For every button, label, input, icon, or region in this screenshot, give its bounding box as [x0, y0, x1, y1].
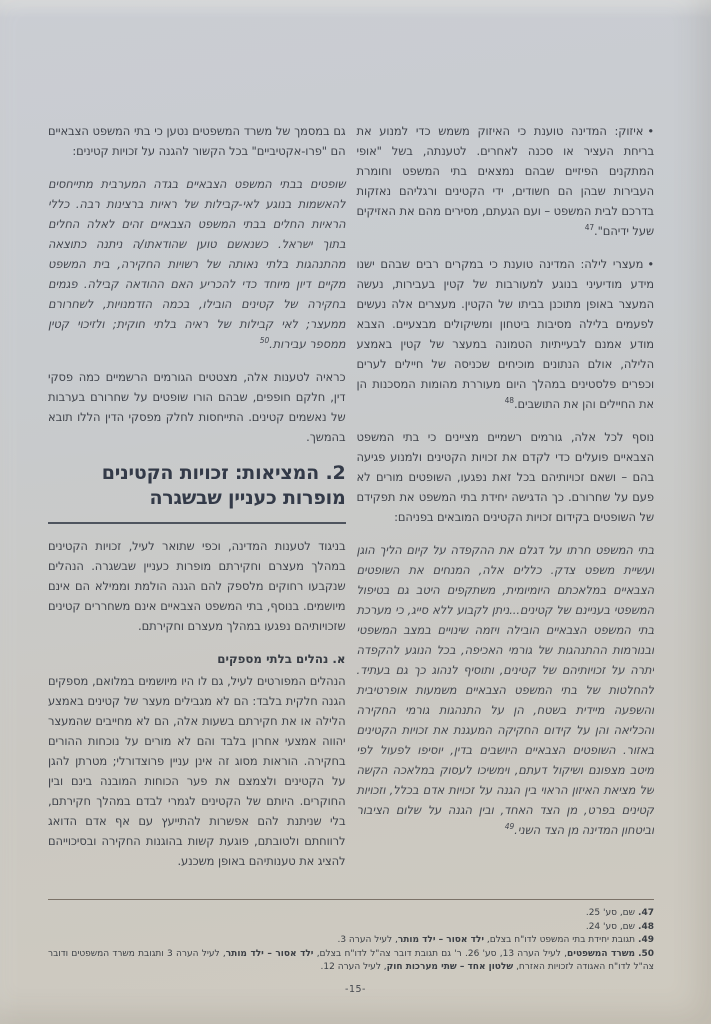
bullet-paragraph-shackling-text: איזוק: המדינה טוענת כי האיזוק משמש כדי למנוע את בריחת העציר או סכנה לאחרים. לטענתה, בשל "אופי המתקנים הפיזיים שבהם נמצאים בתי המשפט וחומרת העבירות שבהן הם חשודים, ידי הקטינים ורגליהם נאזקות בדרכם לבית המשפט – ועם הגעתם, מסירים מהם את האזיקים שעל ידיהם". [356, 124, 654, 238]
footnote-ref-49: 49 [504, 822, 515, 832]
footnote-separator-line [48, 899, 654, 900]
block-quote-justice-ministry-text: שופטים בבתי המשפט הצבאיים בגדה המערבית מתייחסים להאשמות בנוגע לאי-קבילות של ראיות ברצינות רבה. כללי הראיות החלים בבתי המשפט הצבאיים זהים לאלה החלים בתוך ישראל. כשנאשם טוען שהודאתו/ה ניתנה כתוצאה מהתנהגות בלתי נאותה של רשויות החקירה, בית המשפט מקיים דיון מיוחד כדי להכריע האם ההודאה קבילה. פגמים בחקירה של קטינים הובילו, בכמה הזדמנויות, לשחרורם ממעצר; לאי קבילות של ראיה בלתי חוקית; ולזיכוי קטין ממספר עבירות. [48, 177, 346, 351]
footnote-49-text: תגובת יחידת בתי המשפט לדו"ח בצלם, [484, 935, 636, 945]
paragraph-contrast: בניגוד לטענות המדינה, וכפי שתואר לעיל, זכויות הקטינים במהלך מעצרם וחקירתם מופרות כעניין שבשגרה. הנהלים שנקבעו רחוקים מלספק להם הגנה הולמת וממילא הם אינם מיושמים. בנוסף, בתי המשפט הצבאיים אינם משחררים קטינים שזכויותיהם נפגעו במהלך מעצרם וחקירתם. [48, 539, 346, 633]
footnotes-section [48, 899, 654, 975]
footnote-47-number: 47. [638, 908, 654, 918]
footnote-50-text-b: , לעיל הערה 3 ותגובת משרד המשפטים ודובר צה"ל לדו"ח האגודה לזכויות האזרח, [48, 948, 654, 972]
footnote-47 [48, 907, 654, 921]
bullet-paragraph-night-arrests [357, 254, 655, 414]
paragraph-intro: גם במסמך של משרד המשפטים נטען כי בתי המשפט הצבאיים הם "פרו-אקטיביים" בכל הקשור להגנה על זכויות קטינים: [48, 124, 346, 158]
section-heading: 2. המציאות: זכויות הקטינים מופרות כעניין שבשגרה [48, 461, 346, 524]
block-quote-courts-unit [357, 540, 655, 840]
block-quote-justice-ministry [48, 174, 346, 354]
footnote-ref-50: 50 [259, 336, 270, 346]
footnote-49 [48, 934, 654, 948]
sub-heading-insufficient-procedures: א. נהלים בלתי מספקים [217, 652, 346, 666]
page-content [48, 121, 654, 893]
footnote-50-title-a: ילד אסור – ילד מותר [225, 948, 314, 959]
page-number: -15- [345, 984, 366, 995]
footnote-48-number: 48. [638, 921, 654, 932]
bullet-icon: • [647, 257, 654, 271]
footnote-50 [48, 948, 654, 975]
footnote-ref-47: 47 [584, 223, 595, 233]
column-right [357, 121, 655, 893]
bullet-paragraph-night-arrests-text: מעצרי לילה: המדינה טוענת כי במקרים רבים שבהם ישנו מידע מודיעיני בנוגע למעורבות של קטין בעבירות, נעשה המעצר באופן מתוכנן בביתו של הקטין. מעצרים אלה נעשים לפעמים בלילה מסיבות ביטחון ומשיקולים מבצעיים. הצבא מודע אמנם לבעייתיות הטמונה במעצר של קטין באמצע הלילה, אולם הנתונים מוכיחים שכניסה של חיילים לערים וכפרים פלסטינים במהלך היום מעוררת מהומות המסכנות הן את החיילים והן את התושבים. [356, 257, 654, 411]
footnote-50-tail: , לעיל הערה 12. [320, 962, 387, 972]
block-quote-courts-unit-text: בתי המשפט חרתו על דגלם את ההקפדה על קיום הליך הוגן ועשיית משפט צדק. כללים אלה, המנחים את השופטים הצבאיים במלאכתם היומיומית, משתקפים היטב גם בטיפול המשפטי בעניינם של קטינים...ניתן לקבוע ללא סייג, כי מערכת בתי המשפט הצבאיים הובילה ויזמה שינויים במצב המשפטי ובנורמות ההתנהגות של גורמי האכיפה, בכל הנוגע להקפדה יתרה על זכויותיהם של קטינים, ותוסיף לנהוג כך גם בעתיד. להחלטות של בתי המשפט הצבאיים משמעות אופרטיבית והשפעה מיידית בשטח, הן על התנהגות גורמי החקירה והכליאה והן על קידום החקיקה המעגנת את זכויות הקטינים באזור. השופטים הצבאיים היושבים בדין, יוסיפו לפעול לפי מיטב מצפונם ושיקול דעתם, וימשיכו לעסוק במלאכה הקשה של מציאת האיזון הראוי בין הגנה על זכויות אדם בכלל, וזכויות קטינים בפרט, מן הצד האחד, ובין הגנה על שלום הציבור וביטחון המדינה מן הצד השני. [356, 543, 654, 837]
footnote-49-tail: , לעיל הערה 3. [337, 935, 398, 945]
bullet-icon: • [647, 124, 654, 138]
column-left [48, 121, 346, 893]
footnote-50-source: משרד המשפטים [567, 948, 636, 959]
footnote-50-text-a: , לעיל הערה 13, סע' 26. ר' גם תגובת דובר צה"ל לדו"ח בצלם, [313, 948, 568, 959]
paragraph-evidence: כראיה לטענות אלה, מצטטים הגורמים הרשמיים כמה פסקי דין, חלקם חופפים, שבהם הורו שופטים על שחרורם בערבות של נאשמים קטינים. התייחסות לחלק מפסקי הדין הללו תובא בהמשך. [48, 370, 346, 444]
footnote-50-number: 50. [638, 948, 655, 959]
footnote-50-title-b: שלטון אחד – שתי מערכות חוק [386, 962, 514, 972]
bullet-paragraph-shackling [357, 121, 655, 241]
footnote-48-text: שם, סע' 24. [585, 921, 636, 932]
paragraph-procedures: הנהלים המפורטים לעיל, גם לו היו מיושמים במלואם, מספקים הגנה חלקית בלבד: הם לא מגבילים מעצר של קטינים באמצע הלילה או את חקירתם בשעות אלה, הם לא מחייבים שהמעצר יהווה אמצעי אחרון בלבד והם לא מורים על נוכחות ההורים בחקירה. הוראות מסוג זה אינן עניין פרוצדורלי; מטרתן להגן על הקטינים ולצמצם את פער הכוחות המובנה בינם ובין החוקרים. היותם של הקטינים לגמרי לבדם במהלך חקירתם, בלי שניתנת להם אפשרות להתייעץ עם אף אדם הדואג לרווחתם ולטובתם, פוגעת קשות בהוגנות החקירה ובסיכוייהם להציג את טענותיהם באופן משכנע. [48, 674, 346, 868]
footnote-49-number: 49. [638, 935, 654, 945]
footnote-49-title: ילד אסור – ילד מותר [397, 935, 484, 945]
footnote-48 [48, 921, 654, 935]
paper-top-edge [0, 0, 711, 18]
two-column-layout [48, 121, 654, 893]
paragraph-officials: נוסף לכל אלה, גורמים רשמיים מציינים כי בתי המשפט הצבאיים פועלים כדי לקדם את זכויות הקטינים ולמנוע פגיעה בהם – ושאם זכויותיהם בכל זאת נפגעו, השופטים מורים לא פעם על שחרורם. כך הדגישה יחידת בתי המשפט את תפקידם של השופטים בקידום זכויות הקטינים המובאים בפניהם: [356, 430, 654, 524]
footnote-47-text: שם, סע' 25. [585, 908, 636, 918]
footnote-ref-48: 48 [504, 396, 514, 406]
